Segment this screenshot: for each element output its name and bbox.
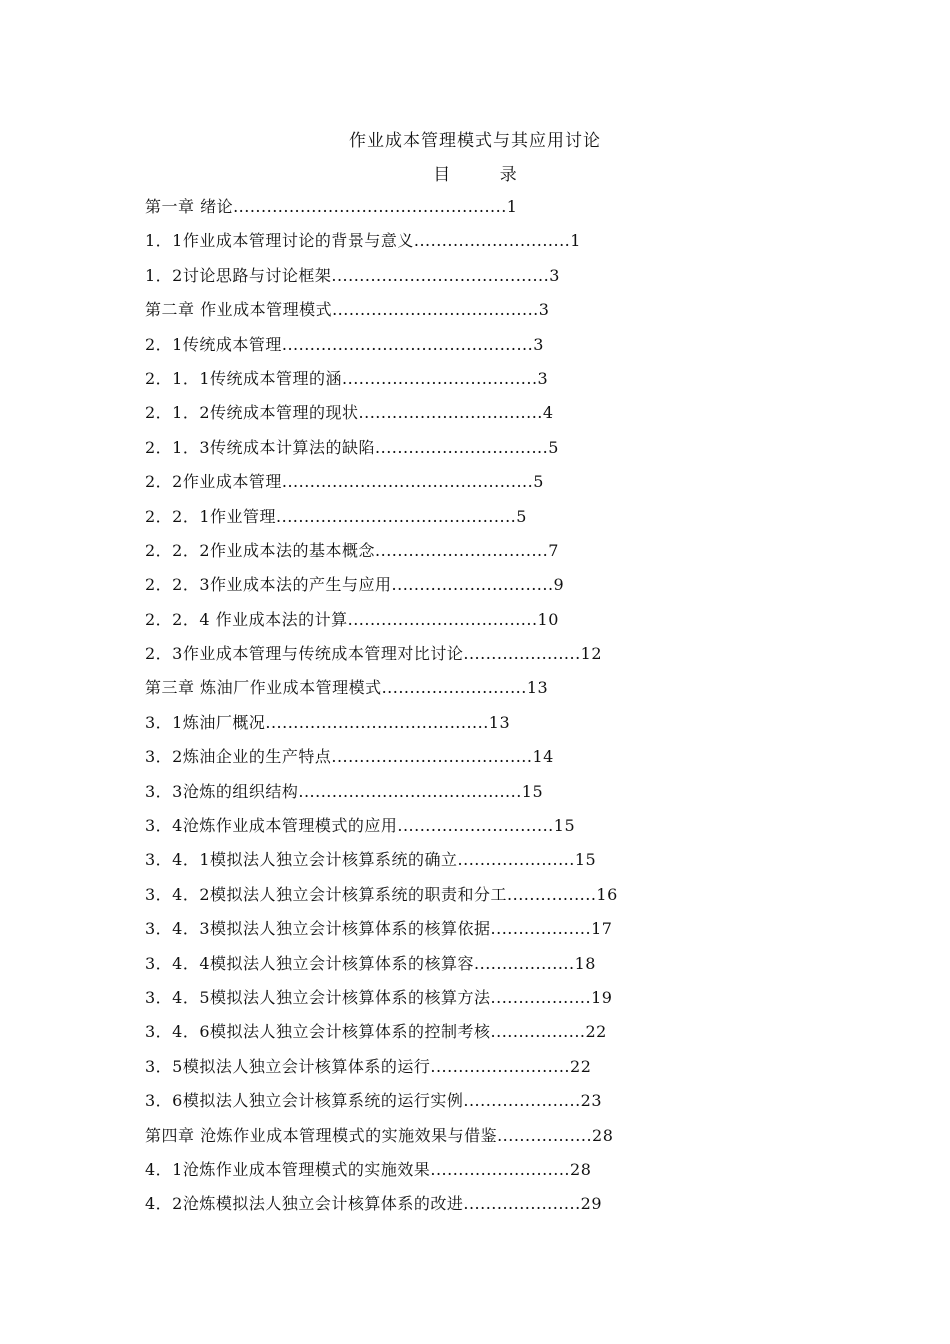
toc-entry-text: 2．2作业成本管理.............................................5 <box>145 472 544 492</box>
toc-entry[interactable] <box>145 1158 765 1192</box>
toc-entry[interactable] <box>145 1055 765 1089</box>
toc-entry[interactable] <box>145 848 765 882</box>
toc-entry[interactable] <box>145 195 765 229</box>
toc-entry[interactable] <box>145 470 765 504</box>
toc-entry-text: 3．5模拟法人独立会计核算体系的运行.........................22 <box>145 1056 592 1076</box>
toc-entry-text: 第四章 沧炼作业成本管理模式的实施效果与借鉴.................28 <box>145 1125 614 1145</box>
toc-entry-text: 3．4．3模拟法人独立会计核算体系的核算依据..................17 <box>145 919 613 939</box>
toc-entry[interactable] <box>145 298 765 332</box>
toc-entry-text: 3．1炼油厂概况........................................13 <box>145 712 511 732</box>
toc-entry-text: 2．1．2传统成本管理的现状.................................4 <box>145 403 554 423</box>
toc-entry-text: 第二章 作业成本管理模式.....................................3 <box>145 300 550 320</box>
toc-entry[interactable] <box>145 333 765 367</box>
toc-entry-text: 1．1作业成本管理讨论的背景与意义............................1 <box>145 231 581 251</box>
toc-entry-text: 2．1传统成本管理.............................................3 <box>145 334 544 354</box>
toc-entry[interactable] <box>145 952 765 986</box>
toc-entry[interactable] <box>145 229 765 263</box>
toc-heading: 目 录 <box>433 165 539 185</box>
toc-entry[interactable] <box>145 1089 765 1123</box>
toc-entry-text: 3．4．1模拟法人独立会计核算系统的确立.....................15 <box>145 850 597 870</box>
toc-entry-text: 2．2．4 作业成本法的计算..................................10 <box>145 609 559 629</box>
toc-entry-text: 第三章 炼油厂作业成本管理模式..........................13 <box>145 678 549 698</box>
toc-entry-text: 4．1沧炼作业成本管理模式的实施效果.........................28 <box>145 1159 592 1179</box>
toc-entry-text: 2．1．1传统成本管理的涵...................................3 <box>145 368 549 388</box>
toc-entry[interactable] <box>145 780 765 814</box>
toc-entry[interactable] <box>145 505 765 539</box>
toc-entry-text: 3．4沧炼作业成本管理模式的应用............................15 <box>145 816 576 836</box>
toc-entry[interactable] <box>145 642 765 676</box>
toc-entry[interactable] <box>145 608 765 642</box>
toc-entry-text: 3．3沧炼的组织结构........................................15 <box>145 781 544 801</box>
toc-entry[interactable] <box>145 401 765 435</box>
toc-entry[interactable] <box>145 711 765 745</box>
toc-entry-text: 2．1．3传统成本计算法的缺陷...............................5 <box>145 437 559 457</box>
toc-entry[interactable] <box>145 1192 765 1226</box>
toc-entry-text: 第一章 绪论.................................................1 <box>145 197 518 216</box>
toc-entry-text: 3．4．2模拟法人独立会计核算系统的职责和分工................16 <box>145 884 618 904</box>
toc-entry[interactable] <box>145 1124 765 1158</box>
toc-entry[interactable] <box>145 676 765 710</box>
toc-entry[interactable] <box>145 917 765 951</box>
toc-entry[interactable] <box>145 539 765 573</box>
toc-entry-text: 1．2讨论思路与讨论框架.......................................3 <box>145 265 560 285</box>
toc-entry-text: 2．2．1作业管理...........................................5 <box>145 506 527 526</box>
toc-entry[interactable] <box>145 264 765 298</box>
toc-entry[interactable] <box>145 883 765 917</box>
toc-entry-text: 3．6模拟法人独立会计核算系统的运行实例.....................23 <box>145 1091 603 1111</box>
toc-entry[interactable] <box>145 1020 765 1054</box>
toc-entry-text: 2．2．2作业成本法的基本概念...............................7 <box>145 540 559 560</box>
toc-entry-text: 3．2炼油企业的生产特点....................................14 <box>145 747 554 767</box>
toc-entry-text: 3．4．5模拟法人独立会计核算体系的核算方法..................19 <box>145 987 613 1007</box>
toc-entry[interactable] <box>145 814 765 848</box>
document-title: 作业成本管理模式与其应用讨论 <box>349 131 601 151</box>
toc-entry-text: 2．2．3作业成本法的产生与应用.............................9 <box>145 575 565 595</box>
toc-entry-text: 3．4．6模拟法人独立会计核算体系的控制考核.................22 <box>145 1022 607 1042</box>
toc-entry[interactable] <box>145 986 765 1020</box>
toc-entry[interactable] <box>145 573 765 607</box>
toc-entry-text: 3．4．4模拟法人独立会计核算体系的核算容..................18 <box>145 953 596 973</box>
toc-entry[interactable] <box>145 436 765 470</box>
toc-entry-text: 2．3作业成本管理与传统成本管理对比讨论.....................12 <box>145 644 603 664</box>
toc-entry[interactable] <box>145 745 765 779</box>
table-of-contents <box>145 195 765 1227</box>
toc-entry-text: 4．2沧炼模拟法人独立会计核算体系的改进.....................29 <box>145 1194 603 1214</box>
toc-entry[interactable] <box>145 367 765 401</box>
